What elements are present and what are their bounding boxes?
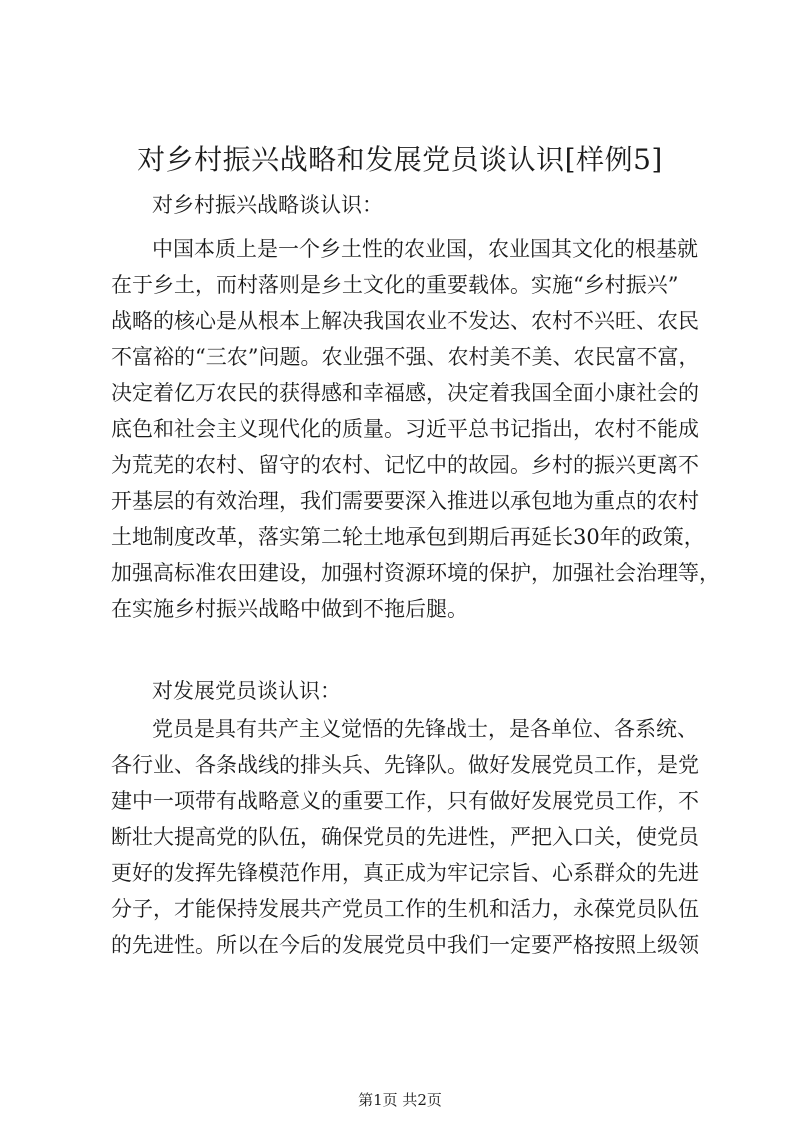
paragraph-line: 底色和社会主义现代化的质量。习近平总书记指出，农村不能成	[111, 417, 699, 441]
page-number-footer: 第1页 共2页	[358, 1091, 442, 1109]
paragraph-line: 战略的核心是从根本上解决我国农业不发达、农村不兴旺、农民	[111, 309, 699, 333]
paragraph-line: 中国本质上是一个乡土性的农业国，农业国其文化的根基就	[152, 237, 698, 261]
paragraph-line: 在于乡土，而村落则是乡土文化的重要载体。实施“乡村振兴”	[111, 273, 679, 297]
paragraph-line: 的先进性。所以在今后的发展党员中我们一定要严格按照上级领	[111, 933, 699, 957]
paragraph-line: 加强高标准农田建设，加强村资源环境的保护，加强社会治理等，	[111, 561, 720, 585]
paragraph-line: 断壮大提高党的队伍，确保党员的先进性，严把入口关，使党员	[111, 825, 699, 849]
paragraph-line: 党员是具有共产主义觉悟的先锋战士，是各单位、各系统、	[152, 717, 698, 741]
paragraph-line: 分子，才能保持发展共产党员工作的生机和活力，永葆党员队伍	[111, 897, 699, 921]
paragraph-line: 在实施乡村振兴战略中做到不拖后腿。	[111, 597, 468, 621]
paragraph-line: 土地制度改革，落实第二轮土地承包到期后再延长30年的政策，	[111, 525, 705, 549]
paragraph-line: 决定着亿万农民的获得感和幸福感，决定着我国全面小康社会的	[111, 381, 699, 405]
paragraph-line: 不富裕的“三农”问题。农业强不强、农村美不美、农民富不富，	[111, 345, 700, 369]
section-heading: 对发展党员谈认识：	[152, 679, 341, 703]
paragraph-line: 更好的发挥先锋模范作用，真正成为牢记宗旨、心系群众的先进	[111, 861, 699, 885]
paragraph-line: 开基层的有效治理，我们需要要深入推进以承包地为重点的农村	[111, 489, 699, 513]
paragraph-line: 各行业、各条战线的排头兵、先锋队。做好发展党员工作，是党	[111, 753, 699, 777]
section-heading: 对乡村振兴战略谈认识：	[152, 193, 383, 217]
paragraph-line: 建中一项带有战略意义的重要工作，只有做好发展党员工作，不	[111, 789, 699, 813]
document-title: 对乡村振兴战略和发展党员谈认识[样例5]	[137, 143, 663, 176]
paragraph-line: 为荒芜的农村、留守的农村、记忆中的故园。乡村的振兴更离不	[111, 453, 699, 477]
